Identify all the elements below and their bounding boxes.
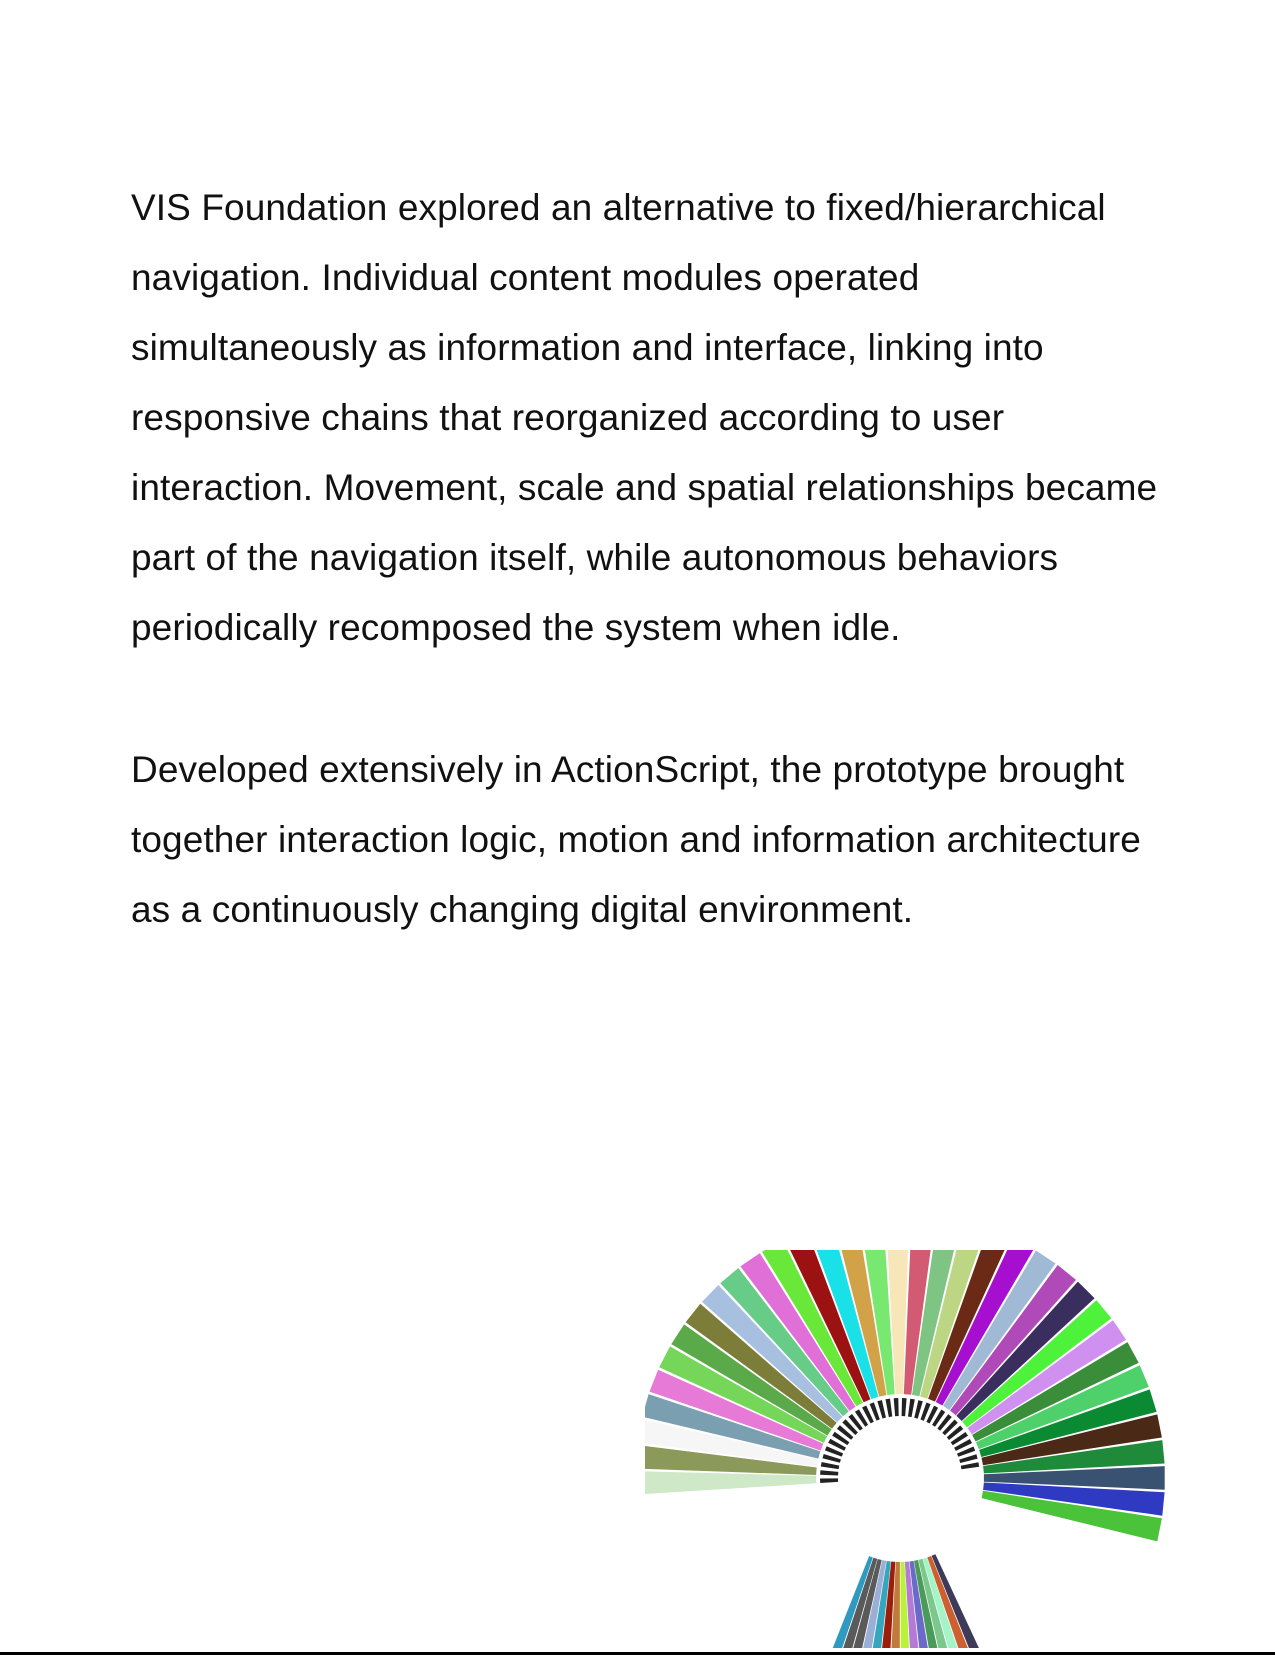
fan-tick: [820, 1478, 838, 1483]
text-line: navigation. Individual content modules operated: [131, 257, 920, 298]
text-line: interaction. Movement, scale and spatial relationships became: [131, 467, 1158, 508]
text-line: together interaction logic, motion and information architecture: [131, 819, 1141, 860]
fan-tick: [894, 1398, 899, 1416]
fan-tick: [961, 1462, 979, 1469]
fan-tick: [877, 1400, 886, 1418]
fan-tick: [820, 1470, 838, 1475]
fan-module-outer: [635, 1471, 816, 1495]
fan-tick: [823, 1454, 841, 1463]
fan-tick: [914, 1400, 923, 1418]
text-line: periodically recomposed the system when idle.: [131, 607, 901, 648]
fan-tick: [902, 1398, 907, 1416]
fan-tick: [886, 1399, 893, 1417]
text-line: as a continuously changing digital environment.: [131, 889, 914, 930]
fan-tick: [959, 1454, 977, 1463]
fan-tick: [821, 1462, 840, 1469]
text-line: VIS Foundation explored an alternative to fixed/hierarchical: [131, 187, 1106, 228]
text-line: Developed extensively in ActionScript, the prototype brought: [131, 749, 1125, 790]
text-line: responsive chains that reorganized according to user: [131, 397, 1005, 438]
fan-tick: [908, 1399, 915, 1417]
text-line: simultaneously as information and interface, linking into: [131, 327, 1044, 368]
text-line: part of the navigation itself, while autonomous behaviors: [131, 537, 1059, 578]
